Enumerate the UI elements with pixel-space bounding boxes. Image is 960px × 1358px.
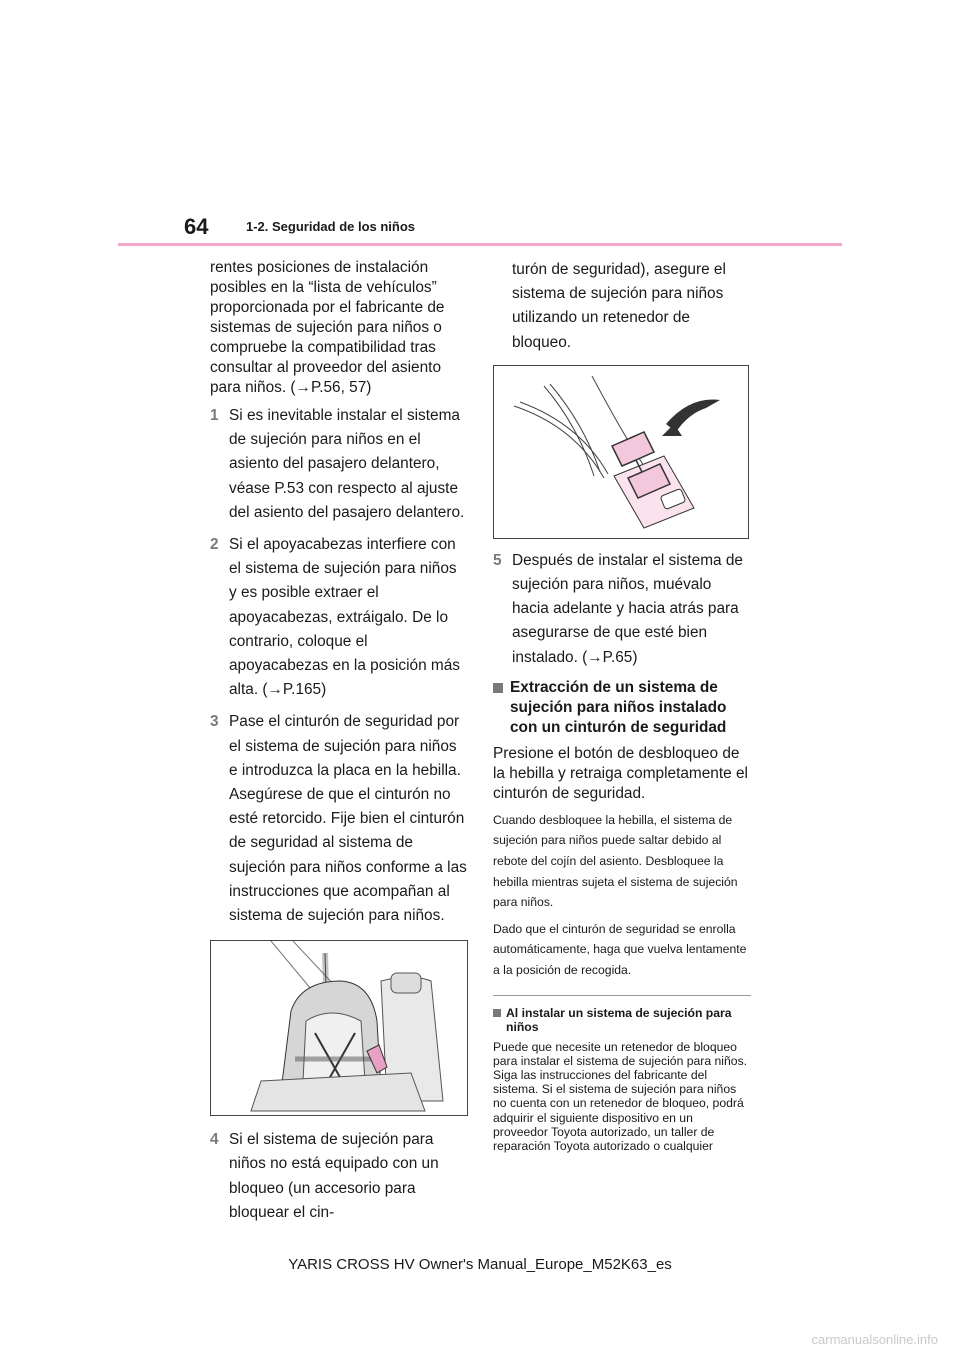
step-number: 5 (493, 551, 502, 569)
step-4-continued: turón de seguridad), asegure el sistema de sujeción para niños utilizando un retenedor de bloqueo. (512, 261, 726, 351)
child-seat-installation-illustration (210, 940, 468, 1116)
step-text: Si el sistema de sujeción para niños no está equipado con un bloqueo (un accesorio para bloquear el cin- (229, 1131, 439, 1221)
header-rule (118, 243, 842, 246)
caution-paragraph-1: Cuando desbloquee la hebilla, el sistema de sujeción para niños puede saltar debido al rebote del cojín del asiento. Desbloquee la hebilla mientras sujeta el sistema de sujeción para niños. (493, 812, 738, 910)
note-body: Puede que necesite un retenedor de bloqueo para instalar el sistema de sujeción para niños. Siga las instrucciones del fabricante del sistema. Si el sistema de sujeción para niños no cuenta con un retenedor de bloqueo, podrá adquirir el siguiente dispositivo en un proveedor Toyota autorizado, un taller de reparación Toyota autorizado o cualquier (493, 1039, 748, 1153)
step-text: Pase el cinturón de seguridad por el sistema de sujeción para niños e introduzca la placa en la hebilla. Asegúrese de que el cinturón no esté retorcido. Fije bien el cinturón de seguridad al sistema de sujeción para niños conforme a las instrucciones que acompañan al sistema de sujeción para niños. (229, 713, 467, 925)
step-5 (493, 549, 751, 670)
square-bullet-icon (493, 1009, 501, 1017)
right-column (493, 258, 751, 1153)
step-text: Después de instalar el sistema de sujeción para niños, muévalo hacia adelante y hacia atrás para asegurarse de que esté bien instalado. (→P.65) (512, 551, 743, 666)
step-number: 4 (210, 1131, 219, 1149)
page-number: 64 (184, 214, 209, 239)
watermark: carmanualsonline.info (811, 1332, 938, 1347)
child-seat-drawing (211, 941, 467, 1115)
step-2 (210, 533, 468, 702)
section-title: 1-2. Seguridad de los niños (246, 219, 416, 234)
footer-manual-id: YARIS CROSS HV Owner's Manual_Europe_M52K63_es (288, 1256, 672, 1273)
locking-clip-illustration (493, 365, 749, 539)
step-number: 1 (210, 407, 219, 424)
caution-paragraph-2: Dado que el cinturón de seguridad se enrolla automáticamente, haga que vuelva lentamente a la posición de recogida. (493, 921, 747, 977)
removal-subheading: Extracción de un sistema de sujeción para niños instalado con un cinturón de seguridad (493, 678, 751, 738)
left-column (210, 258, 468, 1233)
step-text: Si el apoyacabezas interfiere con el sistema de sujeción para niños y es posible extraer el apoyacabezas, extráigalo. De lo contrario, coloque el apoyacabezas en la posición más alta. (→P.165) (229, 536, 461, 699)
step-number: 3 (210, 713, 219, 731)
step-3 (210, 710, 468, 928)
step-4 (210, 1128, 468, 1225)
removal-text: Presione el botón de desbloqueo de la hebilla y retraiga completamente el cinturón de seguridad. (493, 744, 748, 802)
intro-paragraph: rentes posiciones de instalación posibles en la “lista de vehículos” proporcionada por el fabricante de sistemas de sujeción para niños o compruebe la compatibilidad tras consultar al proveedor del asiento para niños. (→P.56, 57) (210, 259, 445, 396)
step-number: 2 (210, 536, 219, 554)
square-bullet-icon (493, 683, 503, 693)
locking-clip-drawing (494, 366, 748, 538)
note-heading: Al instalar un sistema de sujeción para niños (493, 1006, 751, 1034)
note-divider (493, 995, 751, 996)
step-1 (210, 404, 468, 525)
step-text: Si es inevitable instalar el sistema de sujeción para niños en el asiento del pasajero delantero, véase P.53 con respecto al ajuste del asiento del pasajero delantero. (229, 407, 465, 521)
